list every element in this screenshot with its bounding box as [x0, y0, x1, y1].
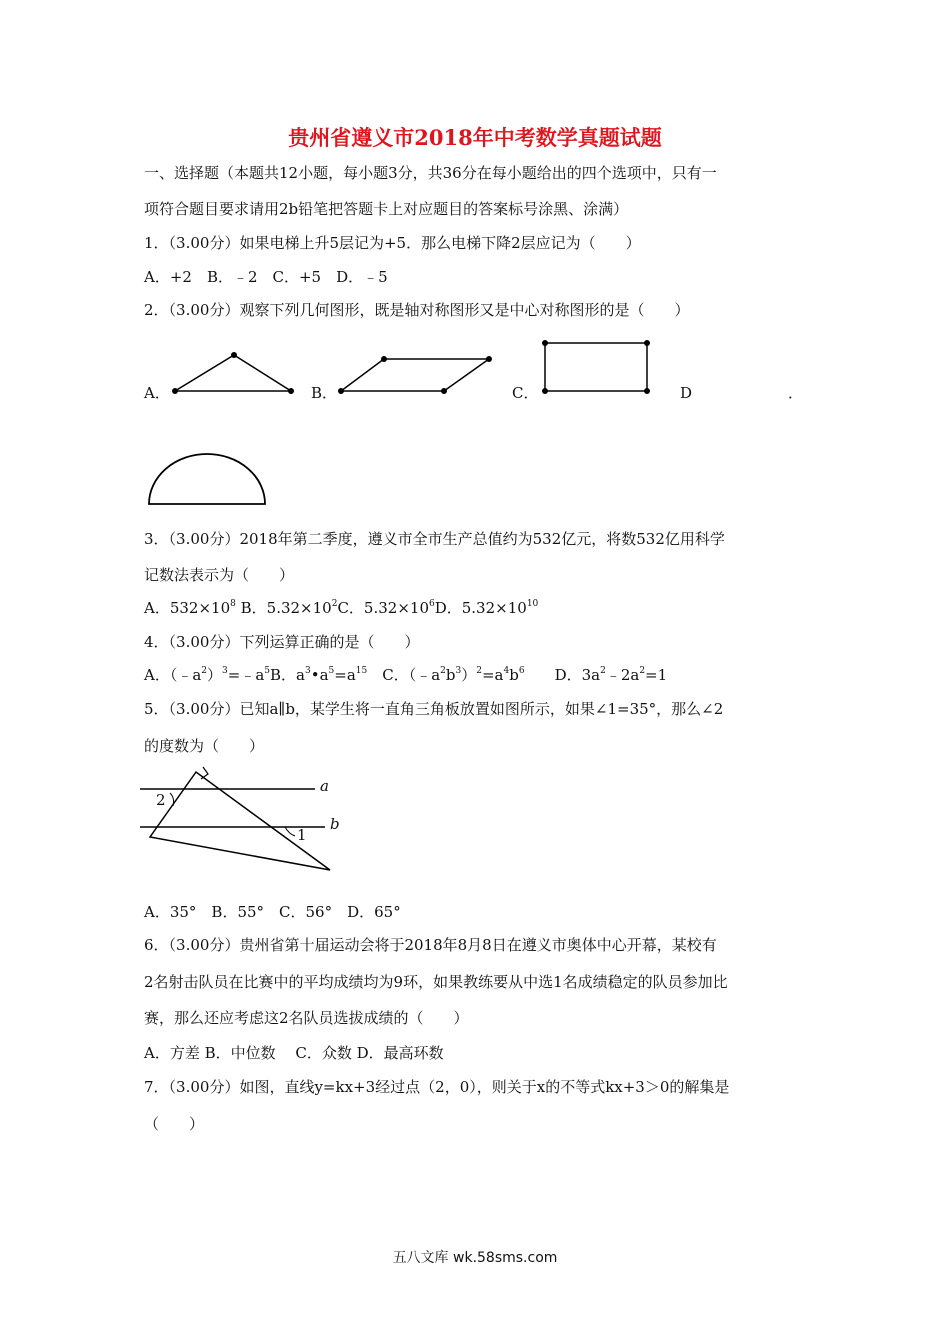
q6-text-line3: 赛，那么还应考虑这2名队员选拔成绩的（ ）: [144, 1009, 469, 1027]
angle-2-label: 2: [156, 791, 166, 809]
q3-text-line2: 记数法表示为（ ）: [144, 566, 295, 584]
q3-option-a: A．532×10: [144, 599, 231, 617]
triangle-figure: [168, 348, 298, 398]
line-b-label: b: [330, 815, 340, 833]
q5-text-line2: 的度数为（ ）: [144, 737, 265, 755]
q4-text: 4．（3.00分）下列运算正确的是（ ）: [144, 633, 420, 651]
q3-option-d: D．5.32×10: [434, 599, 527, 617]
q6-text-line1: 6．（3.00分）贵州省第十届运动会将于2018年8月8日在遵义市奥体中心开幕，某校有: [144, 936, 717, 954]
semicircle-figure: [144, 446, 270, 510]
q2-label-b: B．: [311, 384, 338, 402]
q1-text: 1．（3.00分）如果电梯上升5层记为+5．那么电梯下降2层应记为（ ）: [144, 234, 641, 252]
q2-label-c: C．: [512, 384, 539, 402]
q7-text-line1: 7．（3.00分）如图，直线y=kx+3经过点（2，0），则关于x的不等式kx+3＞0的解集是: [144, 1078, 730, 1096]
q3-options: A．$532\times 10^8$ B．$5.32\times 10^2C$．$5.32\times 10^6D$．$5.32\times 10^{10}$: [144, 599, 539, 617]
q3-option-b: B．5.32×10: [240, 599, 332, 617]
footer-watermark: 五八文库 wk.58sms.com: [392, 1250, 558, 1266]
q2-label-d: D: [680, 384, 693, 402]
section-heading-line1: 一、选择题（本题共12小题，每小题3分，共36分在每小题给出的四个选项中，只有一: [144, 164, 717, 182]
q6-options: A．方差 B．中位数 C．众数 D．最高环数: [144, 1044, 444, 1062]
parallelogram-figure: [336, 350, 496, 396]
q2-text: 2．（3.00分）观察下列几何图形，既是轴对称图形又是中心对称图形的是（ ）: [144, 301, 690, 319]
q2-label-dot: ．: [788, 384, 804, 402]
q3-text-line1: 3．（3.00分）2018年第二季度，遵义市全市生产总值约为532亿元，将数532亿用科学: [144, 530, 725, 548]
angle-1-label: 1: [297, 826, 307, 844]
q1-options: A．+2 B．﹣2 C．+5 D．﹣5: [144, 268, 388, 286]
triangle-parallel-lines-figure: [140, 764, 350, 874]
q3-option-c: C．5.32×10: [337, 599, 429, 617]
q4-options: A．$(﹣a^2)^3=﹣a^5B$．$a^3•a^5=a^{15}$ C．$(﹣a^2b^3)^2=a^4b^6$ D．$3a^2﹣2a^2=1$: [144, 666, 668, 684]
rectangle-figure: [540, 338, 654, 396]
section-heading-line2: 项符合题目要求请用2b铅笔把答题卡上对应题目的答案标号涂黑、涂满）: [144, 200, 629, 218]
q2-label-a: A．: [144, 384, 170, 402]
q5-options: A．35° B．55° C．56° D．65°: [144, 903, 401, 921]
line-a-label: a: [320, 777, 329, 795]
q6-text-line2: 2名射击队员在比赛中的平均成绩均为9环，如果教练要从中选1名成绩稳定的队员参加比: [144, 973, 728, 991]
q5-text-line1: 5．（3.00分）已知a∥b，某学生将一直角三角板放置如图所示，如果∠1=35°，那么∠2: [144, 700, 724, 718]
page-title: 贵州省遵义市2018年中考数学真题试题: [288, 125, 662, 150]
q7-text-line2: （ ）: [144, 1115, 205, 1133]
